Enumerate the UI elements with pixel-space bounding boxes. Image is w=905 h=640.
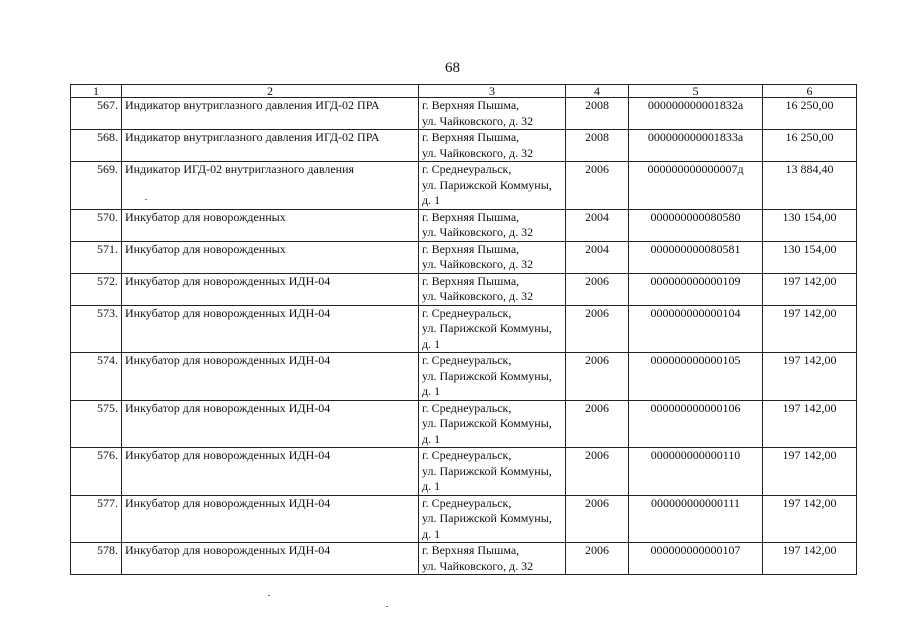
cost-cell: 130 154,00 bbox=[763, 209, 857, 241]
column-header-1: 1 bbox=[71, 85, 122, 98]
year-cell: 2006 bbox=[566, 353, 629, 401]
item-name-cell: Индикатор внутриглазного давления ИГД-02 ПРА bbox=[122, 130, 419, 162]
item-name-cell: Индикатор внутриглазного давления ИГД-02 ПРА bbox=[122, 98, 419, 130]
table-row bbox=[71, 162, 857, 210]
row-number-cell: 573. bbox=[71, 305, 122, 353]
address-line: г. Верхняя Пышма, bbox=[422, 209, 520, 224]
address-cell bbox=[419, 448, 566, 496]
address-line: ул. Парижской Коммуны, bbox=[422, 177, 552, 192]
inventory-number-cell: 000000000000110 bbox=[629, 448, 763, 496]
address-cell bbox=[419, 305, 566, 353]
item-name-cell: Инкубатор для новорожденных ИДН-04 bbox=[122, 353, 419, 401]
address-line: ул. Парижской Коммуны, bbox=[422, 463, 552, 478]
row-number-cell: 571. bbox=[71, 241, 122, 273]
address-line: д. 1 bbox=[422, 384, 441, 398]
table-row bbox=[71, 273, 857, 305]
item-name-cell: Инкубатор для новорожденных ИДН-04 bbox=[122, 495, 419, 543]
year-cell: 2008 bbox=[566, 98, 629, 130]
address-line: г. Верхняя Пышма, bbox=[422, 241, 520, 256]
item-name-cell: Инкубатор для новорожденных bbox=[122, 241, 419, 273]
address-line: ул. Чайковского, д. 32 bbox=[422, 225, 534, 239]
cost-cell: 13 884,40 bbox=[763, 162, 857, 210]
column-header-5: 5 bbox=[629, 85, 763, 98]
inventory-number-cell: 000000000080581 bbox=[629, 241, 763, 273]
row-number-cell: 575. bbox=[71, 400, 122, 448]
address-line: ул. Парижской Коммуны, bbox=[422, 321, 552, 335]
year-cell: 2004 bbox=[566, 209, 629, 241]
row-number-cell: 570. bbox=[71, 209, 122, 241]
item-name-cell: Инкубатор для новорожденных ИДН-04 bbox=[122, 448, 419, 496]
address-line: г. Среднеуральск, bbox=[422, 162, 512, 176]
table-header-row bbox=[71, 85, 857, 98]
inventory-number-cell: 000000000000104 bbox=[629, 305, 763, 353]
address-line: ул. Парижской Коммуны, bbox=[422, 368, 552, 383]
address-cell bbox=[419, 353, 566, 401]
address-line: г. Верхняя Пышма, bbox=[422, 130, 520, 144]
table-row bbox=[71, 209, 857, 241]
year-cell: 2006 bbox=[566, 543, 629, 575]
inventory-number-cell: 000000000000007д bbox=[629, 162, 763, 210]
table-row bbox=[71, 305, 857, 353]
inventory-number-cell: 000000000080580 bbox=[629, 209, 763, 241]
year-cell: 2006 bbox=[566, 495, 629, 543]
cost-cell: 16 250,00 bbox=[763, 98, 857, 130]
year-cell: 2008 bbox=[566, 130, 629, 162]
item-name-cell: Инкубатор для новорожденных ИДН-04 bbox=[122, 305, 419, 353]
table-row bbox=[71, 543, 857, 575]
address-line: ул. Чайковского, д. 32 bbox=[422, 289, 534, 303]
address-line: г. Верхняя Пышма, bbox=[422, 273, 520, 288]
address-cell bbox=[419, 495, 566, 543]
address-line: г. Верхняя Пышма, bbox=[422, 98, 520, 112]
cost-cell: 197 142,00 bbox=[763, 305, 857, 353]
year-cell: 2006 bbox=[566, 273, 629, 305]
address-line: д. 1 bbox=[422, 479, 441, 493]
column-header-3: 3 bbox=[419, 85, 566, 98]
inventory-number-cell: 000000000000106 bbox=[629, 400, 763, 448]
table-body bbox=[71, 98, 857, 575]
address-cell bbox=[419, 241, 566, 273]
address-cell bbox=[419, 400, 566, 448]
address-cell bbox=[419, 273, 566, 305]
cost-cell: 197 142,00 bbox=[763, 353, 857, 401]
address-line: ул. Чайковского, д. 32 bbox=[422, 145, 534, 160]
address-cell bbox=[419, 543, 566, 575]
column-header-4: 4 bbox=[566, 85, 629, 98]
table-row bbox=[71, 495, 857, 543]
address-line: д. 1 bbox=[422, 193, 441, 207]
row-number-cell: 576. bbox=[71, 448, 122, 496]
address-line: д. 1 bbox=[422, 431, 441, 446]
row-number-cell: 578. bbox=[71, 543, 122, 575]
inventory-number-cell: 000000000000105 bbox=[629, 353, 763, 401]
scan-speck bbox=[145, 199, 147, 200]
address-line: ул. Чайковского, д. 32 bbox=[422, 113, 534, 128]
item-name-cell: Индикатор ИГД-02 внутриглазного давления bbox=[122, 162, 419, 210]
inventory-number-cell: 000000000000107 bbox=[629, 543, 763, 575]
table-row bbox=[71, 241, 857, 273]
year-cell: 2004 bbox=[566, 241, 629, 273]
cost-cell: 197 142,00 bbox=[763, 400, 857, 448]
address-line: г. Среднеуральск, bbox=[422, 495, 512, 510]
cost-cell: 197 142,00 bbox=[763, 495, 857, 543]
address-line: д. 1 bbox=[422, 336, 441, 351]
address-line: г. Среднеуральск, bbox=[422, 448, 512, 462]
row-number-cell: 577. bbox=[71, 495, 122, 543]
row-number-cell: 574. bbox=[71, 353, 122, 401]
address-line: г. Верхняя Пышма, bbox=[422, 543, 520, 557]
item-name-cell: Инкубатор для новорожденных ИДН-04 bbox=[122, 543, 419, 575]
cost-cell: 197 142,00 bbox=[763, 543, 857, 575]
year-cell: 2006 bbox=[566, 305, 629, 353]
scan-speck bbox=[268, 595, 270, 596]
address-line: г. Среднеуральск, bbox=[422, 400, 512, 415]
address-cell bbox=[419, 130, 566, 162]
table-row bbox=[71, 353, 857, 401]
cost-cell: 197 142,00 bbox=[763, 448, 857, 496]
scan-speck bbox=[386, 606, 388, 607]
row-number-cell: 572. bbox=[71, 273, 122, 305]
row-number-cell: 568. bbox=[71, 130, 122, 162]
row-number-cell: 569. bbox=[71, 162, 122, 210]
address-line: ул. Парижской Коммуны, bbox=[422, 511, 552, 525]
column-header-2: 2 bbox=[122, 85, 419, 98]
cost-cell: 130 154,00 bbox=[763, 241, 857, 273]
item-name-cell: Инкубатор для новорожденных bbox=[122, 209, 419, 241]
address-line: г. Среднеуральск, bbox=[422, 353, 512, 367]
year-cell: 2006 bbox=[566, 448, 629, 496]
address-line: г. Среднеуральск, bbox=[422, 305, 512, 320]
inventory-number-cell: 000000000000109 bbox=[629, 273, 763, 305]
column-header-6: 6 bbox=[763, 85, 857, 98]
address-line: ул. Парижской Коммуны, bbox=[422, 416, 552, 430]
item-name-cell: Инкубатор для новорожденных ИДН-04 bbox=[122, 273, 419, 305]
address-line: ул. Чайковского, д. 32 bbox=[422, 558, 534, 573]
table-row bbox=[71, 448, 857, 496]
page-number: 68 bbox=[445, 60, 460, 76]
inventory-number-cell: 000000000001833а bbox=[629, 130, 763, 162]
inventory-number-cell: 000000000001832а bbox=[629, 98, 763, 130]
address-line: д. 1 bbox=[422, 526, 441, 541]
year-cell: 2006 bbox=[566, 162, 629, 210]
cost-cell: 16 250,00 bbox=[763, 130, 857, 162]
cost-cell: 197 142,00 bbox=[763, 273, 857, 305]
table-row bbox=[71, 130, 857, 162]
item-name-cell: Инкубатор для новорожденных ИДН-04 bbox=[122, 400, 419, 448]
address-cell bbox=[419, 162, 566, 210]
year-cell: 2006 bbox=[566, 400, 629, 448]
address-cell bbox=[419, 98, 566, 130]
asset-registry-table bbox=[70, 84, 857, 575]
table-row bbox=[71, 98, 857, 130]
table-row bbox=[71, 400, 857, 448]
row-number-cell: 567. bbox=[71, 98, 122, 130]
address-cell bbox=[419, 209, 566, 241]
inventory-number-cell: 000000000000111 bbox=[629, 495, 763, 543]
address-line: ул. Чайковского, д. 32 bbox=[422, 257, 534, 271]
